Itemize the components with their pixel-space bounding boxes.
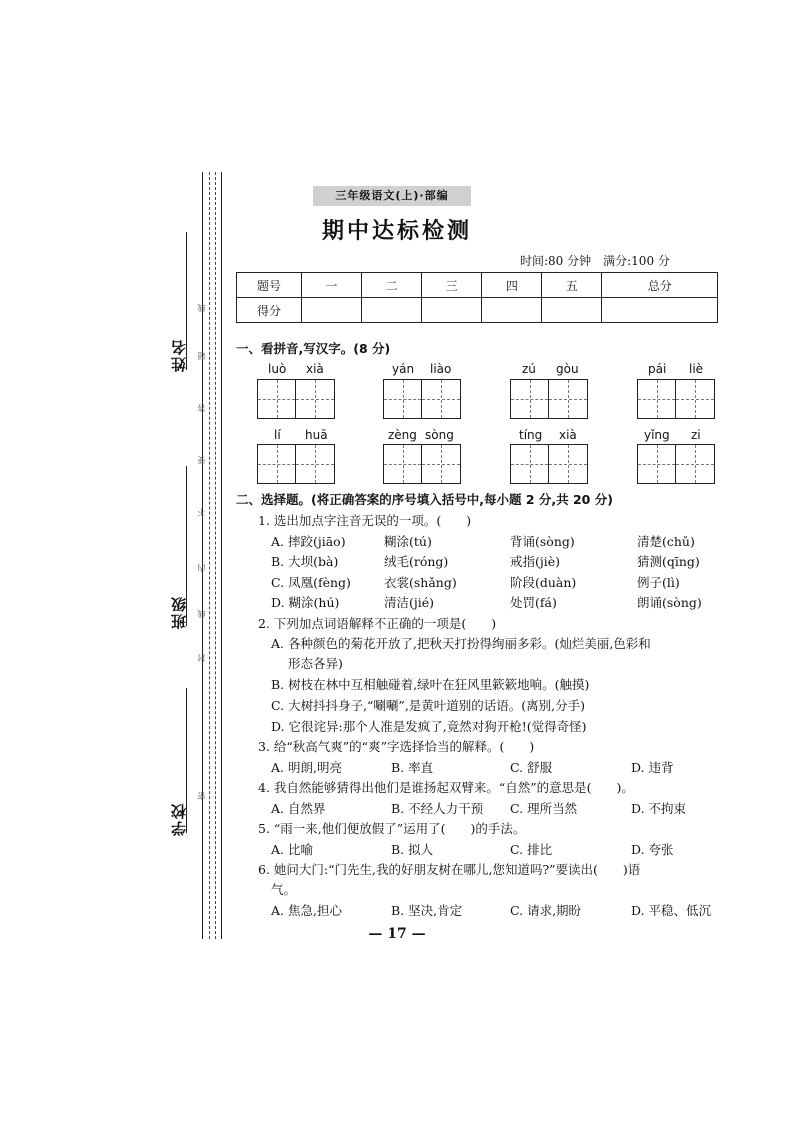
option: 清楚(chǔ) — [637, 534, 695, 549]
option: A. 比喻 — [271, 842, 313, 857]
option: D. 违背 — [631, 760, 674, 775]
pinyin: zèng — [388, 428, 417, 442]
option: D. 夸张 — [631, 842, 674, 857]
seal-char: 题 — [197, 352, 206, 360]
writing-grid[interactable] — [383, 379, 461, 419]
option: 绒毛(róng) — [384, 554, 449, 569]
option: 衣裳(shǎng) — [384, 575, 457, 590]
score-cell: 三 — [422, 273, 482, 298]
score-table — [236, 272, 718, 323]
option: C. 舒服 — [510, 760, 553, 775]
option: D. 糊涂(hú) — [271, 595, 340, 610]
option: B. 坚决,肯定 — [391, 903, 463, 918]
pinyin: huā — [305, 428, 328, 442]
page-number: — 17 — — [368, 926, 426, 942]
pinyin: zi — [691, 428, 701, 442]
class-label: 班级 — [170, 595, 188, 629]
score-cell: 得分 — [237, 298, 302, 323]
writing-grid[interactable] — [257, 444, 335, 484]
writing-grid[interactable] — [637, 444, 715, 484]
seal-char: 答 — [197, 404, 206, 412]
seal-char: 线 — [197, 304, 206, 312]
name-label: 姓名 — [170, 338, 188, 372]
binding-line — [202, 172, 203, 939]
option: D. 不拘束 — [631, 801, 687, 816]
pinyin: xià — [306, 362, 324, 376]
binding-line — [221, 172, 222, 939]
question-stem: 5. “雨一来,他们便放假了”运用了( )的手法。 — [258, 821, 526, 836]
seal-char: 内 — [197, 564, 206, 572]
writing-grid[interactable] — [510, 379, 588, 419]
score-cell: 一 — [302, 273, 362, 298]
pinyin: luò — [268, 362, 287, 376]
score-value-row — [237, 298, 718, 323]
seal-char: 封 — [197, 654, 206, 662]
seal-char: 不 — [197, 508, 206, 516]
score-cell: 总分 — [602, 273, 718, 298]
writing-grid[interactable] — [257, 379, 335, 419]
score-header-row — [237, 273, 718, 298]
name-blank — [186, 232, 187, 370]
option: 阶段(duàn) — [510, 575, 577, 590]
pinyin: yán — [392, 362, 415, 376]
score-input-cell[interactable] — [482, 298, 542, 323]
question-stem: 4. 我自然能够猜得出他们是谁扬起双臂来。“自然”的意思是( )。 — [258, 780, 634, 795]
pinyin: xià — [559, 428, 577, 442]
option: A. 焦急,担心 — [271, 903, 342, 918]
question-stem: 6. 她问大门:“门先生,我的好朋友树在哪儿,您知道吗?”要读出( )语 — [258, 862, 641, 877]
option: A. 摔跤(jiāo) — [271, 534, 346, 549]
class-blank — [186, 466, 187, 626]
option: B. 树枝在林中互相触碰着,绿叶在狂风里簌簌地响。(触摸) — [271, 677, 590, 692]
grade-badge: 三年级语文(上)·部编 — [313, 186, 471, 206]
pinyin: zú — [522, 362, 536, 376]
option: B. 率直 — [391, 760, 434, 775]
score-cell: 题号 — [237, 273, 302, 298]
option: C. 凤凰(fèng) — [271, 575, 351, 590]
option-continued: 形态各异) — [288, 656, 343, 671]
school-blank — [186, 688, 187, 833]
option: C. 理所当然 — [510, 801, 578, 816]
seal-char: 线 — [197, 610, 206, 618]
question-stem-continued: 气。 — [271, 882, 297, 897]
option: B. 拟人 — [391, 842, 434, 857]
pinyin: pái — [648, 362, 667, 376]
score-cell: 五 — [542, 273, 602, 298]
writing-grid[interactable] — [637, 379, 715, 419]
option: 清洁(jié) — [384, 595, 435, 610]
binding-dashed-line — [215, 172, 216, 939]
option: 朗诵(sòng) — [637, 595, 702, 610]
score-input-cell[interactable] — [422, 298, 482, 323]
score-input-cell[interactable] — [302, 298, 362, 323]
option: B. 大坝(bà) — [271, 554, 339, 569]
pinyin: yǐng — [644, 428, 670, 442]
question-stem: 1. 选出加点字注音无误的一项。( ) — [258, 513, 472, 528]
option: 猜测(qīng) — [637, 554, 700, 569]
option: B. 不经人力干预 — [391, 801, 484, 816]
option: C. 大树抖抖身子,“唰唰”,是黄叶道别的话语。(离别,分手) — [271, 698, 586, 713]
pinyin: liè — [689, 362, 704, 376]
option: 例子(lì) — [637, 575, 680, 590]
pinyin: liào — [430, 362, 452, 376]
pinyin: gòu — [556, 362, 579, 376]
pinyin: sòng — [425, 428, 454, 442]
option: A. 自然界 — [271, 801, 326, 816]
score-cell: 二 — [362, 273, 422, 298]
time-info: 时间:80 分钟 满分:100 分 — [520, 254, 670, 268]
option: 戒指(jiè) — [510, 554, 561, 569]
option: D. 平稳、低沉 — [631, 903, 712, 918]
score-input-cell[interactable] — [542, 298, 602, 323]
option: 处罚(fá) — [510, 595, 557, 610]
seal-char: 要 — [197, 456, 206, 464]
option: 糊涂(tú) — [384, 534, 432, 549]
page-title: 期中达标检测 — [321, 219, 472, 244]
seal-char: 密 — [197, 792, 206, 800]
option: A. 各种颜色的菊花开放了,把秋天打扮得绚丽多彩。(灿烂美丽,色彩和 — [271, 636, 651, 651]
score-input-cell[interactable] — [362, 298, 422, 323]
section2-title: 二、选择题。(将正确答案的序号填入括号中,每小题 2 分,共 20 分) — [236, 492, 613, 507]
option: C. 请求,期盼 — [510, 903, 582, 918]
option: C. 排比 — [510, 842, 553, 857]
score-input-cell[interactable] — [602, 298, 718, 323]
writing-grid[interactable] — [383, 444, 461, 484]
writing-grid[interactable] — [510, 444, 588, 484]
pinyin: tíng — [519, 428, 543, 442]
question-stem: 2. 下列加点词语解释不正确的一项是( ) — [258, 616, 497, 631]
pinyin: lí — [274, 428, 281, 442]
option: 背诵(sòng) — [510, 534, 575, 549]
score-cell: 四 — [482, 273, 542, 298]
school-label: 学校 — [170, 802, 188, 836]
section1-title: 一、看拼音,写汉字。(8 分) — [236, 341, 391, 356]
binding-dashed-line — [209, 172, 210, 939]
question-stem: 3. 给“秋高气爽”的“爽”字选择恰当的解释。( ) — [258, 739, 535, 754]
option: D. 它很诧异:那个人准是发疯了,竟然对狗开枪!(觉得奇怪) — [271, 719, 587, 734]
option: A. 明朗,明亮 — [271, 760, 342, 775]
